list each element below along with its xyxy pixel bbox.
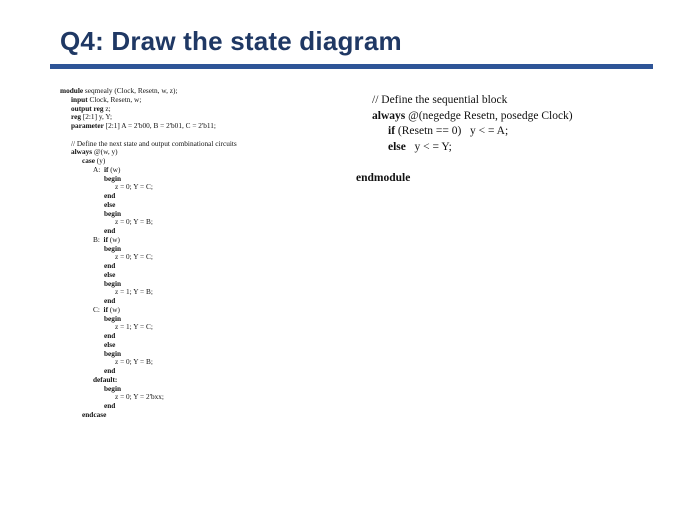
code-text: z = 1; Y = B; — [115, 287, 153, 297]
code-keyword: if — [388, 125, 396, 137]
code-line — [60, 288, 237, 297]
code-text: (w) — [108, 164, 121, 174]
code-text: (w) — [108, 234, 120, 244]
code-keyword: if — [103, 164, 109, 174]
code-keyword: input — [71, 94, 88, 104]
code-text: z = 0; Y = B; — [115, 357, 153, 367]
slide-title: Q4: Draw the state diagram — [60, 26, 402, 56]
code-text: (y) — [94, 156, 106, 165]
code-keyword: end — [104, 366, 116, 375]
code-keyword: begin — [104, 348, 122, 358]
code-line — [60, 122, 237, 131]
code-keyword: begin — [104, 383, 122, 393]
code-line — [60, 218, 237, 227]
code-text: @(negedge Resetn, posedge Clock) — [405, 109, 573, 122]
code-line — [60, 297, 237, 306]
code-line — [60, 376, 237, 385]
code-line — [60, 262, 237, 271]
code-line — [356, 124, 573, 140]
code-line — [60, 306, 237, 315]
code-line — [60, 236, 237, 245]
code-text: z = 0; Y = C; — [115, 252, 153, 262]
code-keyword: end — [104, 296, 116, 305]
code-keyword: begin — [104, 173, 122, 183]
code-keyword: end — [104, 191, 116, 200]
code-line — [356, 155, 573, 171]
code-text: A: — [93, 164, 104, 174]
code-text: [2:1] A = 2'b00, B = 2'b01, C = 2'b11; — [103, 121, 216, 130]
code-line — [356, 171, 573, 187]
code-keyword: else — [104, 269, 116, 279]
title-underline — [50, 64, 653, 69]
code-keyword: output reg — [71, 103, 104, 113]
code-text: // Define the next state and output combinational circuits — [71, 138, 237, 148]
code-text: (w) — [108, 304, 120, 314]
sequential-code-block — [356, 93, 573, 186]
code-line — [60, 157, 237, 166]
code-line — [60, 192, 237, 201]
code-line — [60, 183, 237, 192]
code-keyword: parameter — [71, 121, 104, 130]
code-line — [60, 201, 237, 210]
code-keyword: if — [103, 304, 109, 314]
code-keyword: end — [104, 226, 116, 235]
code-line — [356, 93, 573, 109]
code-line — [60, 358, 237, 367]
code-text: z = 0; Y = B; — [115, 217, 153, 227]
code-line — [356, 109, 573, 125]
code-text: // Define the sequential block — [372, 94, 508, 106]
code-keyword: else — [104, 199, 116, 209]
code-line — [356, 140, 573, 156]
code-line — [60, 166, 237, 175]
code-keyword: begin — [104, 208, 122, 218]
code-keyword: end — [104, 401, 116, 410]
code-keyword: always — [71, 147, 93, 157]
code-text: y < = Y; — [405, 140, 452, 153]
code-line — [60, 367, 237, 376]
code-text: z = 0; Y = C; — [115, 182, 153, 192]
code-keyword: case — [82, 156, 95, 165]
code-text: (Resetn == 0) y < = A; — [395, 125, 509, 137]
code-keyword: else — [388, 140, 406, 153]
code-text: [2:1] y, Y; — [81, 112, 113, 122]
code-keyword: begin — [104, 243, 122, 253]
code-text: z = 1; Y = C; — [115, 322, 153, 332]
combinational-code-block — [60, 87, 237, 420]
code-keyword: else — [104, 339, 116, 349]
code-line — [60, 411, 237, 420]
code-line — [60, 393, 237, 402]
code-keyword: module — [60, 86, 84, 95]
code-keyword: begin — [104, 278, 122, 288]
code-line — [60, 227, 237, 236]
code-text: C: — [93, 304, 104, 314]
code-keyword: end — [104, 261, 116, 270]
code-keyword: reg — [71, 112, 81, 122]
code-line — [60, 271, 237, 280]
code-line — [60, 323, 237, 332]
code-keyword: endcase — [82, 409, 107, 419]
code-text: z; — [103, 103, 111, 113]
code-keyword: always — [372, 109, 406, 122]
code-text: B: — [93, 234, 104, 244]
code-keyword: endmodule — [356, 171, 411, 184]
code-keyword: begin — [104, 313, 122, 323]
code-text: z = 0; Y = 2'bxx; — [115, 392, 164, 402]
code-text: @(w, y) — [92, 147, 118, 157]
code-line — [60, 341, 237, 350]
code-line — [60, 253, 237, 262]
code-line — [60, 332, 237, 341]
code-text: seqmealy (Clock, Resetn, w, z); — [83, 86, 178, 95]
code-text: Clock, Resetn, w; — [87, 94, 142, 104]
code-keyword: default: — [93, 374, 118, 384]
code-keyword: if — [103, 234, 109, 244]
code-keyword: end — [104, 331, 116, 340]
